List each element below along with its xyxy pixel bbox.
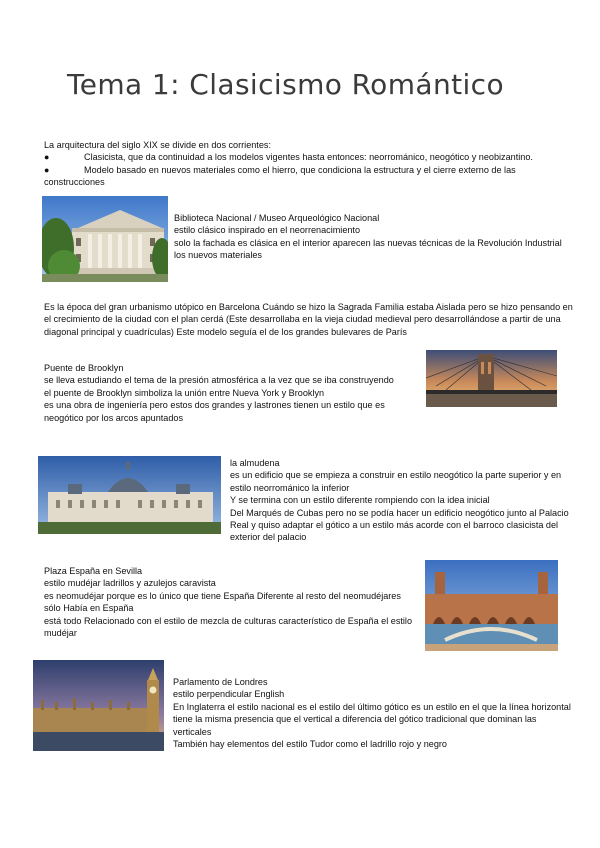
- plaza-espana-line: está todo Relacionado con el estilo de mezcla de culturas característico de España el estilo: [44, 615, 412, 626]
- almudena-line: Real y quiso adaptar el gótico a un estilo más acorde con el barroco clasicista del: [230, 520, 559, 531]
- urbanismo-paragraph: [44, 301, 574, 338]
- parlamento-line: En Inglaterra el estilo nacional es el estilo del último gótico es un estilo en el que la línea horizontal: [173, 701, 571, 712]
- plaza-espana-text: [44, 565, 412, 639]
- brooklyn-bridge-image: [426, 350, 557, 407]
- bullet-item: [44, 164, 533, 176]
- parlamento-heading: Parlamento de Londres: [173, 677, 268, 687]
- brooklyn-line: el puente de Brooklyn simboliza la unión entre Nueva York y Brooklyn: [44, 387, 325, 398]
- urbanismo-text: Es la época del gran urbanismo utópico en Barcelona Cuándo se hizo la Sagrada Familia estaba Aislada pero se hizo pensando en el crecimiento de la ciudad con el plan cerdá (Este desarrollaba en la vieja ciudad medieval pero desarrollándose a partir de una diagonal principal y cuadrículas) Este modelo seguía el de los grandes bulevares de París: [44, 302, 573, 337]
- brooklyn-heading: Puente de Brooklyn: [44, 363, 124, 373]
- plaza-espana-heading: Plaza España en Sevilla: [44, 566, 143, 576]
- parlamento-line: También hay elementos del estilo Tudor como el ladrillo rojo y negro: [173, 739, 447, 750]
- almudena-line: exterior del palacio: [230, 532, 307, 543]
- almudena-heading: la almudena: [230, 458, 280, 468]
- almudena-line: estilo neorrománico la inferior: [230, 482, 350, 493]
- parlamento-line: tiene la misma presencia que el vertical a diferencia del gótico tradicional que dominan las: [173, 714, 537, 725]
- intro-line: La arquitectura del siglo XIX se divide en dos corrientes:: [44, 140, 271, 150]
- plaza-espana-line: estilo mudéjar ladrillos y azulejos caravista: [44, 578, 216, 589]
- bullet-text: Clasicista, que da continuidad a los modelos vigentes hasta entonces: neorrománico, neogótico y neobizantino.: [84, 152, 533, 163]
- parlamento-line: estilo perpendicular English: [173, 689, 285, 700]
- biblioteca-line: estilo clásico inspirado en el neorrenacimiento: [174, 225, 361, 236]
- brooklyn-line: neogótico por los arcos apuntados: [44, 412, 184, 423]
- plaza-espana-image: [425, 560, 558, 651]
- intro-continuation: construcciones: [44, 177, 105, 188]
- biblioteca-nacional-image: [42, 196, 168, 282]
- almudena-text: [230, 457, 569, 544]
- bullet-marker: ●: [44, 164, 50, 175]
- biblioteca-text: [174, 212, 562, 262]
- almudena-image: [38, 456, 221, 534]
- plaza-espana-line: mudéjar: [44, 628, 77, 639]
- biblioteca-line: solo la fachada es clásica en el interior aparecen las nuevas técnicas de la Revolución Industrial: [174, 237, 562, 248]
- almudena-line: Del Marqués de Cubas pero no se podía hacer un edificio neogótico junto al Palacio: [230, 507, 569, 518]
- plaza-espana-line: es neomudéjar porque es lo único que tiene España Diferente al resto del neomudéjares: [44, 590, 401, 601]
- brooklyn-line: es una obra de ingeniería pero estos dos grandes y lastrones tienen un estilo que es: [44, 400, 385, 411]
- intro-section: [44, 139, 533, 189]
- page-title: Tema 1: Clasicismo Romántico: [67, 68, 504, 101]
- brooklyn-text: [44, 362, 394, 424]
- parlamento-text: [173, 676, 571, 750]
- biblioteca-line: los nuevos materiales: [174, 250, 262, 261]
- biblioteca-heading: Biblioteca Nacional / Museo Arqueológico Nacional: [174, 213, 380, 223]
- bullet-marker: ●: [44, 152, 50, 163]
- brooklyn-line: se lleva estudiando el tema de la presión atmosférica a la vez que se iba construyendo: [44, 375, 394, 386]
- bullet-text: Modelo basado en nuevos materiales como el hierro, que condiciona la estructura y el cierre externo de las: [84, 164, 516, 175]
- plaza-espana-line: sólo Había en España: [44, 603, 134, 614]
- parlamento-line: verticales: [173, 726, 212, 737]
- almudena-line: es un edificio que se empieza a construir en estilo neogótico la parte superior y en: [230, 470, 562, 481]
- almudena-line: Y se termina con un estilo diferente rompiendo con la idea inicial: [230, 495, 490, 506]
- bullet-item: [44, 151, 533, 163]
- parlamento-londres-image: [33, 660, 164, 751]
